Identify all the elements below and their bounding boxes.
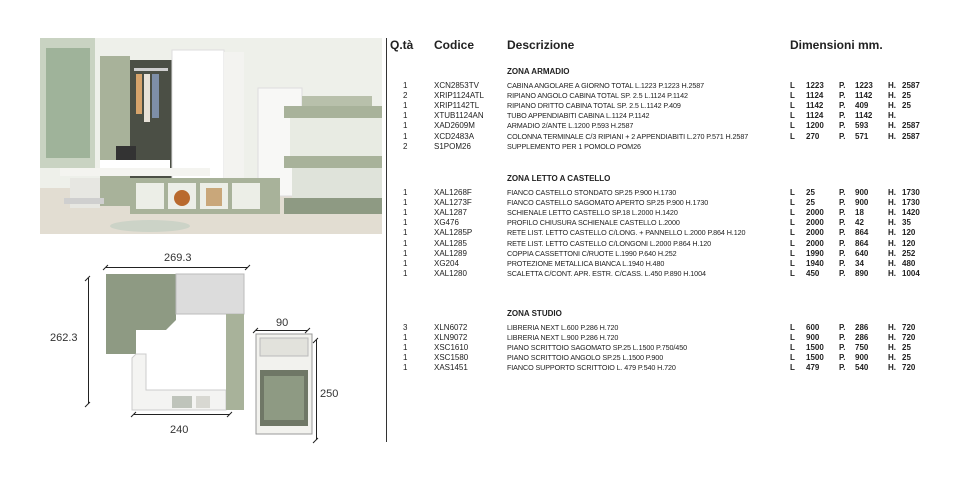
dim-h-value: 120 <box>902 228 916 238</box>
qty-cell: 3 <box>403 323 408 332</box>
qty-cell: 1 <box>403 333 408 343</box>
dim-h-letter: H. <box>888 131 896 141</box>
description-cell: ARMADIO 2/ANTE L.1200 P.593 H.2587 <box>507 121 634 131</box>
dim-p-letter: P. <box>839 268 846 278</box>
code-cell: XAD2609M <box>434 121 475 131</box>
header-description: Descrizione <box>507 38 575 52</box>
dim-h-letter: H. <box>888 198 896 208</box>
qty-cell: 1 <box>403 131 408 141</box>
dim-p-value: 286 <box>855 323 869 332</box>
qty-cell: 1 <box>403 228 408 238</box>
dim-l-letter: L <box>790 238 795 248</box>
section-title: ZONA LETTO A CASTELLO <box>507 174 611 183</box>
code-cell: XAS1451 <box>434 363 468 373</box>
dim-l-value: 25 <box>806 188 815 197</box>
dim-l-value: 450 <box>806 268 820 278</box>
dim-l-letter: L <box>790 198 795 208</box>
dim-l-value: 1223 <box>806 81 824 90</box>
description-cell: FIANCO SUPPORTO SCRITTOIO L. 479 P.540 H.720 <box>507 363 676 373</box>
dim-p-letter: P. <box>839 343 846 353</box>
dim-p-value: 18 <box>855 208 864 218</box>
dim-p-value: 1142 <box>855 111 873 121</box>
dim-p-value: 900 <box>855 188 869 197</box>
dim-left-label: 262.3 <box>50 332 78 344</box>
description-cell: LIBRERIA NEXT L.600 P.286 H.720 <box>507 323 619 332</box>
code-cell: XG476 <box>434 218 459 228</box>
description-cell: PIANO SCRITTOIO SAGOMATO SP.25 L.1500 P.750/450 <box>507 343 687 353</box>
description-cell: CABINA ANGOLARE A GIORNO TOTAL L.1223 P.1223 H.2587 <box>507 81 705 90</box>
dim-p-letter: P. <box>839 101 846 111</box>
dim-h-letter: H. <box>888 218 896 228</box>
section-title: ZONA ARMADIO <box>507 67 570 76</box>
dim-l-letter: L <box>790 268 795 278</box>
dim-h-letter: H. <box>888 101 896 111</box>
dim-p-letter: P. <box>839 228 846 238</box>
dim-p-letter: P. <box>839 218 846 228</box>
dim-l-letter: L <box>790 188 795 197</box>
dim-l-value: 2000 <box>806 228 824 238</box>
code-cell: XSC1580 <box>434 353 469 363</box>
dim-l-letter: L <box>790 208 795 218</box>
dim-l-letter: L <box>790 363 795 373</box>
dim-h-letter: H. <box>888 363 896 373</box>
qty-cell: 1 <box>403 208 408 218</box>
dim-l-value: 1500 <box>806 343 824 353</box>
description-cell: TUBO APPENDIABITI CABINA L.1124 P.1142 <box>507 111 650 121</box>
dim-p-value: 900 <box>855 353 869 363</box>
dim-h-letter: H. <box>888 111 896 121</box>
qty-cell: 2 <box>403 141 408 151</box>
dim-h-letter: H. <box>888 268 896 278</box>
dim-l-letter: L <box>790 131 795 141</box>
qty-cell: 2 <box>403 91 408 101</box>
dim-l-letter: L <box>790 101 795 111</box>
description-cell: PIANO SCRITTOIO ANGOLO SP.25 L.1500 P.900 <box>507 353 664 363</box>
dim-p-letter: P. <box>839 198 846 208</box>
code-cell: XAL1289 <box>434 248 467 258</box>
dim-h-value: 120 <box>902 238 916 248</box>
dim-p-letter: P. <box>839 258 846 268</box>
description-cell: PROFILO CHIUSURA SCHIENALE CASTELLO L.2000 <box>507 218 680 228</box>
qty-cell: 1 <box>403 353 408 363</box>
description-cell: PROTEZIONE METALLICA BIANCA L.1940 H.480 <box>507 258 665 268</box>
code-cell: XRIP1124ATL <box>434 91 484 101</box>
dim-h-value: 720 <box>902 363 916 373</box>
dim-h-letter: H. <box>888 248 896 258</box>
dim-l-letter: L <box>790 333 795 343</box>
dim-h-value: 1730 <box>902 188 920 197</box>
description-cell: RIPIANO ANGOLO CABINA TOTAL SP. 2.5 L.1124 P.1142 <box>507 91 688 101</box>
dim-h-value: 720 <box>902 323 916 332</box>
code-cell: XLN6072 <box>434 323 468 332</box>
dim-l-letter: L <box>790 81 795 90</box>
dim-h-letter: H. <box>888 91 896 101</box>
dim-small-right-label: 250 <box>320 388 339 400</box>
dim-p-letter: P. <box>839 81 846 90</box>
dim-h-value: 1004 <box>902 268 920 278</box>
qty-cell: 1 <box>403 238 408 248</box>
dim-l-value: 1124 <box>806 91 824 101</box>
qty-cell: 1 <box>403 101 408 111</box>
description-cell: RIPIANO DRITTO CABINA TOTAL SP. 2.5 L.1142 P.409 <box>507 101 681 111</box>
dim-l-value: 1124 <box>806 111 824 121</box>
qty-cell: 1 <box>403 198 408 208</box>
dim-p-value: 1142 <box>855 91 873 101</box>
dim-l-value: 1200 <box>806 121 824 131</box>
code-cell: XCD2483A <box>434 131 475 141</box>
dim-h-value: 35 <box>902 218 911 228</box>
dim-p-value: 42 <box>855 218 864 228</box>
dim-p-value: 890 <box>855 268 869 278</box>
dim-p-value: 640 <box>855 248 869 258</box>
dim-p-value: 900 <box>855 198 869 208</box>
description-cell: FIANCO CASTELLO STONDATO SP.25 P.900 H.1730 <box>507 188 677 197</box>
code-cell: XG204 <box>434 258 459 268</box>
dim-p-letter: P. <box>839 238 846 248</box>
qty-cell: 1 <box>403 218 408 228</box>
dim-l-value: 270 <box>806 131 820 141</box>
dim-h-letter: H. <box>888 228 896 238</box>
description-cell: SCALETTA C/CONT. APR. ESTR. C/CASS. L.450 P.890 H.1004 <box>507 268 706 278</box>
dim-p-letter: P. <box>839 353 846 363</box>
description-cell: RETE LIST. LETTO CASTELLO C/LONGONI L.2000 P.864 H.120 <box>507 238 712 248</box>
code-cell: XCN2853TV <box>434 81 479 90</box>
dim-h-letter: H. <box>888 343 896 353</box>
dim-l-letter: L <box>790 258 795 268</box>
qty-cell: 1 <box>403 188 408 197</box>
dim-p-letter: P. <box>839 91 846 101</box>
dim-p-letter: P. <box>839 121 846 131</box>
dim-l-value: 1142 <box>806 101 824 111</box>
description-cell: LIBRERIA NEXT L.900 P.286 H.720 <box>507 333 619 343</box>
qty-cell: 1 <box>403 363 408 373</box>
dim-p-value: 571 <box>855 131 869 141</box>
dim-h-letter: H. <box>888 258 896 268</box>
qty-cell: 1 <box>403 248 408 258</box>
dim-h-letter: H. <box>888 188 896 197</box>
dim-bottom-label: 240 <box>170 424 189 436</box>
dim-p-letter: P. <box>839 323 846 332</box>
dim-p-value: 593 <box>855 121 869 131</box>
dim-h-value: 25 <box>902 101 911 111</box>
dim-l-value: 25 <box>806 198 815 208</box>
dim-p-letter: P. <box>839 208 846 218</box>
dim-h-value: 1730 <box>902 198 920 208</box>
code-cell: S1POM26 <box>434 141 471 151</box>
dim-l-value: 900 <box>806 333 820 343</box>
dim-l-letter: L <box>790 91 795 101</box>
dim-l-letter: L <box>790 248 795 258</box>
dim-p-letter: P. <box>839 248 846 258</box>
dim-h-letter: H. <box>888 81 896 90</box>
dim-p-value: 409 <box>855 101 869 111</box>
header-code: Codice <box>434 38 475 52</box>
dim-l-value: 1990 <box>806 248 824 258</box>
code-cell: XAL1280 <box>434 268 467 278</box>
code-cell: XSC1610 <box>434 343 469 353</box>
description-cell: RETE LIST. LETTO CASTELLO C/LONG. + PANNELLO L.2000 P.864 H.120 <box>507 228 746 238</box>
description-cell: COLONNA TERMINALE C/3 RIPIANI + 2 APPENDIABITI L.270 P.571 H.2587 <box>507 131 749 141</box>
dim-p-value: 34 <box>855 258 864 268</box>
dim-p-letter: P. <box>839 131 846 141</box>
dim-top-label: 269.3 <box>164 252 192 264</box>
dim-h-value: 2587 <box>902 121 920 131</box>
dim-h-value: 480 <box>902 258 916 268</box>
dim-h-value: 25 <box>902 343 911 353</box>
dim-l-letter: L <box>790 353 795 363</box>
table-row <box>0 362 970 373</box>
dim-small-top-label: 90 <box>276 317 289 329</box>
code-cell: XAL1287 <box>434 208 467 218</box>
qty-cell: 1 <box>403 268 408 278</box>
table-row <box>0 141 970 152</box>
code-cell: XRIP1142TL <box>434 101 480 111</box>
header-qty: Q.tà <box>390 38 414 52</box>
dim-l-letter: L <box>790 218 795 228</box>
dim-h-letter: H. <box>888 353 896 363</box>
dim-h-letter: H. <box>888 323 896 332</box>
dim-l-value: 2000 <box>806 218 824 228</box>
dim-h-value: 1420 <box>902 208 920 218</box>
dim-p-value: 286 <box>855 333 869 343</box>
dim-h-letter: H. <box>888 121 896 131</box>
dim-l-letter: L <box>790 228 795 238</box>
dim-h-value: 25 <box>902 91 911 101</box>
qty-cell: 1 <box>403 343 408 353</box>
dim-l-value: 600 <box>806 323 820 332</box>
dim-l-letter: L <box>790 343 795 353</box>
dim-h-value: 2587 <box>902 131 920 141</box>
dim-h-letter: H. <box>888 333 896 343</box>
dim-l-letter: L <box>790 111 795 121</box>
code-cell: XLN9072 <box>434 333 468 343</box>
description-cell: COPPIA CASSETTONI C/RUOTE L.1990 P.640 H.252 <box>507 248 677 258</box>
code-cell: XTUB1124AN <box>434 111 484 121</box>
dim-l-letter: L <box>790 121 795 131</box>
dim-h-letter: H. <box>888 208 896 218</box>
qty-cell: 1 <box>403 111 408 121</box>
code-cell: XAL1285P <box>434 228 473 238</box>
dim-line-bottom <box>134 414 230 415</box>
code-cell: XAL1285 <box>434 238 467 248</box>
code-cell: XAL1268F <box>434 188 472 197</box>
dim-h-value: 25 <box>902 353 911 363</box>
dim-l-value: 1940 <box>806 258 824 268</box>
dim-p-letter: P. <box>839 111 846 121</box>
description-cell: FIANCO CASTELLO SAGOMATO APERTO SP.25 P.900 H.1730 <box>507 198 709 208</box>
dim-p-value: 864 <box>855 238 869 248</box>
table-row <box>0 268 970 279</box>
dim-p-letter: P. <box>839 188 846 197</box>
dim-l-value: 2000 <box>806 238 824 248</box>
dim-p-value: 540 <box>855 363 869 373</box>
section-title: ZONA STUDIO <box>507 309 562 318</box>
header-dimensions: Dimensioni mm. <box>790 38 883 52</box>
qty-cell: 1 <box>403 258 408 268</box>
qty-cell: 1 <box>403 121 408 131</box>
description-cell: SCHIENALE LETTO CASTELLO SP.18 L.2000 H.1420 <box>507 208 678 218</box>
dim-h-value: 252 <box>902 248 916 258</box>
qty-cell: 1 <box>403 81 408 90</box>
dim-h-value: 2587 <box>902 81 920 90</box>
dim-p-value: 750 <box>855 343 869 353</box>
dim-h-letter: H. <box>888 238 896 248</box>
dim-l-value: 1500 <box>806 353 824 363</box>
dim-p-value: 1223 <box>855 81 873 90</box>
dim-l-value: 2000 <box>806 208 824 218</box>
dim-p-letter: P. <box>839 363 846 373</box>
description-cell: SUPPLEMENTO PER 1 POMOLO POM26 <box>507 141 641 151</box>
dim-h-value: 720 <box>902 333 916 343</box>
dim-l-value: 479 <box>806 363 820 373</box>
dim-l-letter: L <box>790 323 795 332</box>
dim-p-letter: P. <box>839 333 846 343</box>
dim-p-value: 864 <box>855 228 869 238</box>
code-cell: XAL1273F <box>434 198 472 208</box>
